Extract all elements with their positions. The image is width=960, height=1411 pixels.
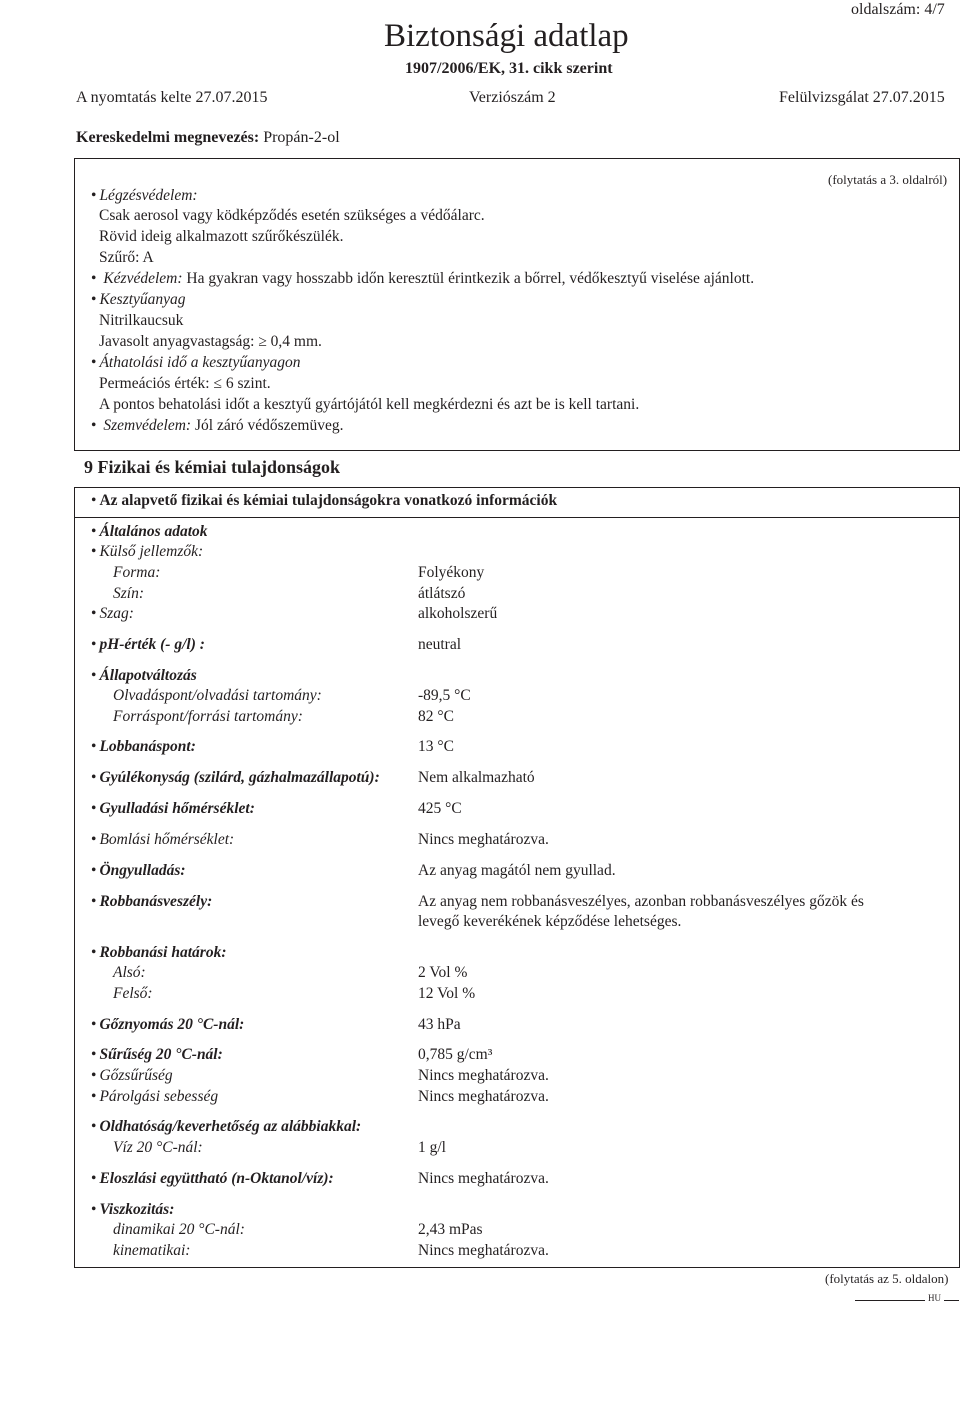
odour-value: alkoholszerű (418, 605, 498, 622)
respiratory-line-1: Csak aerosol vagy ködképződés esetén szükséges a védőálarc. (99, 207, 485, 224)
upper-limit-label: Felső: (113, 985, 153, 1002)
trade-name-value: Propán-2-ol (263, 129, 340, 146)
footer-rule-right (944, 1300, 959, 1301)
document-subtitle: 1907/2006/EK, 31. cikk szerint (405, 60, 613, 77)
explosion-hazard-line-1: Az anyag nem robbanásveszélyes, azonban robbanásveszélyes gőzök és (418, 893, 864, 910)
glove-thickness-value: 0,4 mm. (270, 333, 322, 350)
melting-point-label: Olvadáspont/olvadási tartomány: (113, 687, 322, 704)
section9-intro: • Az alapvető fizikai és kémiai tulajdonságokra vonatkozó információk (91, 492, 557, 510)
respiratory-line-2: Rövid ideig alkalmazott szűrőkészülék. (99, 228, 344, 245)
print-date: A nyomtatás kelte 27.07.2015 (76, 89, 268, 106)
hand-protection (91, 270, 754, 288)
lower-limit-value: 2 Vol % (418, 964, 468, 981)
section8-bottom-rule (74, 450, 960, 451)
vapour-pressure-label: • Gőznyomás 20 °C-nál: (91, 1016, 244, 1034)
ph-value: neutral (418, 636, 462, 653)
density-label: • Sűrűség 20 °C-nál: (91, 1046, 223, 1064)
odour-label: • Szag: (91, 605, 134, 623)
form-value: Folyékony (418, 564, 485, 581)
greater-equal-symbol: ≥ (258, 333, 267, 350)
state-change-label: • Állapotváltozás (91, 667, 197, 685)
version-number: Verziószám 2 (469, 89, 556, 106)
respiratory-label: • Légzésvédelem: (91, 187, 198, 205)
dynamic-viscosity-value: 2,43 mPas (418, 1221, 483, 1238)
vapour-density-value: Nincs meghatározva. (418, 1067, 549, 1084)
kinematic-viscosity-value: Nincs meghatározva. (418, 1242, 549, 1259)
explosion-limits-label: • Robbanási határok: (91, 944, 226, 962)
penetration-time-label: • Áthatolási idő a kesztyűanyagon (91, 354, 300, 372)
section9-left-border (74, 487, 75, 1267)
penetration-note: A pontos behatolási időt a kesztyű gyártójától kell megkérdezni és azt be is kell tartani. (99, 396, 640, 413)
permeation-label: Permeációs érték: (99, 375, 210, 392)
filter-type: Szűrő: A (99, 249, 154, 266)
ignition-temp-value: 425 °C (418, 800, 462, 817)
self-ignition-value: Az anyag magától nem gyullad. (418, 862, 616, 879)
boiling-point-label: Forráspont/forrási tartomány: (113, 708, 303, 725)
solubility-label: • Oldhatóság/keverhetőség az alábbiakkal: (91, 1118, 361, 1136)
vapour-pressure-value: 43 hPa (418, 1016, 461, 1033)
water-solubility-label: Víz 20 °C-nál: (113, 1139, 203, 1156)
dynamic-viscosity-label: dinamikai 20 °C-nál: (113, 1221, 245, 1238)
evaporation-rate-label: • Párolgási sebesség (91, 1088, 218, 1106)
eye-protection (91, 417, 343, 435)
appearance-label: • Külső jellemzők: (91, 543, 203, 561)
general-info-label: • Általános adatok (91, 523, 208, 541)
flammability-label: • Gyúlékonyság (szilárd, gázhalmazállapotú): (91, 769, 380, 787)
glove-thickness-label: Javasolt anyagvastagság: (99, 333, 255, 350)
continued-from-note: (folytatás a 3. oldalról) (828, 172, 948, 187)
decomposition-temp-label: • Bomlási hőmérséklet: (91, 831, 234, 849)
boiling-point-value: 82 °C (418, 708, 454, 725)
footer-rule-left (855, 1300, 925, 1301)
melting-point-value: -89,5 °C (418, 687, 471, 704)
flammability-value: Nem alkalmazható (418, 769, 535, 786)
less-equal-symbol: ≤ (213, 375, 222, 392)
eye-protection-text: Jól záró védőszemüveg. (194, 417, 344, 434)
intro-separator (74, 517, 960, 518)
self-ignition-label: • Öngyulladás: (91, 862, 186, 880)
explosion-hazard-line-2: levegő keverékének képződése lehetséges. (418, 913, 682, 930)
form-label: Forma: (113, 564, 161, 581)
kinematic-viscosity-label: kinematikai: (113, 1242, 191, 1259)
viscosity-label: • Viszkozitás: (91, 1201, 174, 1219)
hand-protection-label: Kézvédelem: (103, 270, 183, 287)
explosion-hazard-label: • Robbanásveszély: (91, 893, 212, 911)
permeation-level: 6 szint. (225, 375, 271, 392)
partition-coefficient-value: Nincs meghatározva. (418, 1170, 549, 1187)
ph-label: • pH-érték (- g/l) : (91, 636, 205, 654)
decomposition-temp-value: Nincs meghatározva. (418, 831, 549, 848)
revision-date: Felülvizsgálat 27.07.2015 (779, 89, 945, 106)
ignition-temp-label: • Gyulladási hőmérséklet: (91, 800, 255, 818)
lower-limit-label: Alsó: (113, 964, 146, 981)
section8-left-border (74, 158, 75, 450)
glove-thickness (99, 333, 322, 351)
continued-to-note: (folytatás az 5. oldalon) (825, 1271, 949, 1286)
flash-point-value: 13 °C (418, 738, 454, 755)
water-solubility-value: 1 g/l (418, 1139, 446, 1156)
colour-value: átlátszó (418, 585, 466, 602)
upper-limit-value: 12 Vol % (418, 985, 476, 1002)
section9-top-rule (74, 487, 960, 488)
colour-label: Szín: (113, 585, 144, 602)
density-value: 0,785 g/cm³ (418, 1046, 493, 1063)
permeation-value (99, 375, 271, 393)
vapour-density-label: • Gőzsűrűség (91, 1067, 173, 1085)
glove-material: Nitrilkaucsuk (99, 312, 184, 329)
eye-protection-label: Szemvédelem: (103, 417, 192, 434)
document-title: Biztonsági adatlap (384, 18, 629, 54)
partition-coefficient-label: • Eloszlási együttható (n-Oktanol/víz): (91, 1170, 334, 1188)
glove-material-label: • Kesztyűanyag (91, 291, 186, 309)
section9-heading: 9 Fizikai és kémiai tulajdonságok (84, 457, 341, 477)
trade-name (76, 129, 340, 147)
header-rule (74, 158, 960, 159)
flash-point-label: • Lobbanáspont: (91, 738, 196, 756)
hand-protection-text: Ha gyakran vagy hosszabb időn keresztül érintkezik a bőrrel, védőkesztyű viselése ajánlott. (186, 270, 755, 287)
trade-name-label: Kereskedelmi megnevezés: (76, 129, 260, 146)
language-code: HU (928, 1293, 941, 1303)
section9-bottom-rule (74, 1267, 960, 1268)
page-number: oldalszám: 4/7 (851, 1, 945, 18)
evaporation-rate-value: Nincs meghatározva. (418, 1088, 549, 1105)
